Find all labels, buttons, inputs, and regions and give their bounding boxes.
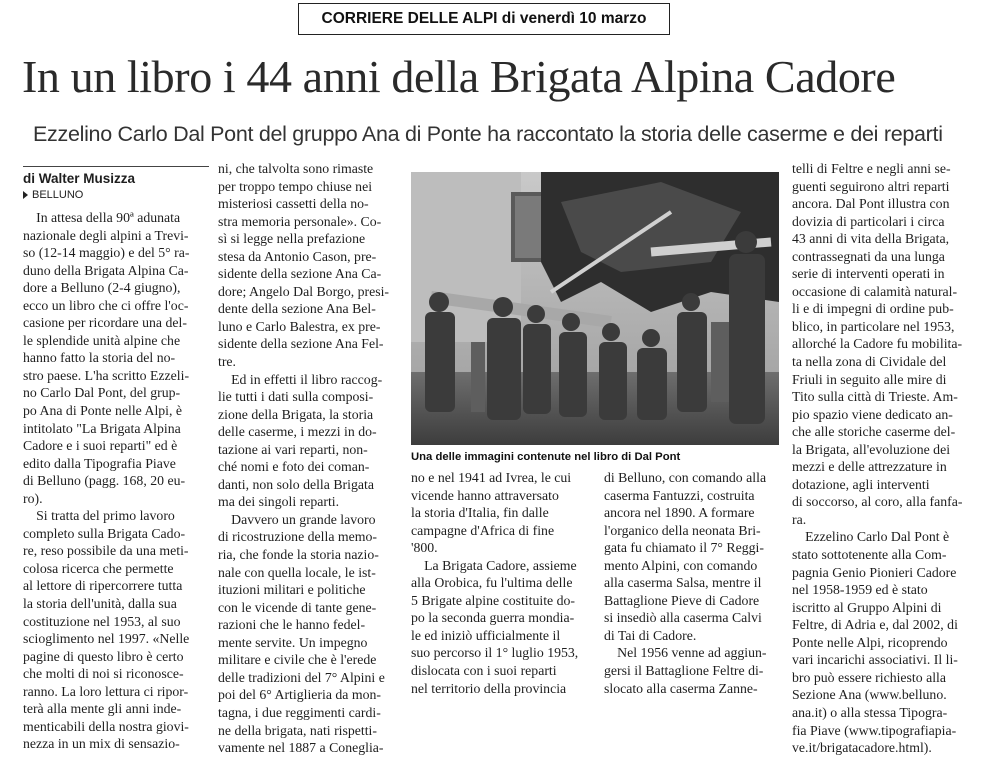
article-column-1 <box>23 160 209 753</box>
newspaper-source: CORRIERE DELLE ALPI di venerdì 10 marzo <box>321 10 647 27</box>
photo-alpine-soldiers-rubble <box>411 172 779 445</box>
paragraph: ni, che talvolta sono rimaste per troppo tempo chiuse nei misteriosi cassetti della no- stra memoria personale». Co- sì si legge nella prefazione stesa da Antonio Cason, pre- sidente della sezione Ana Ca- dore; Angelo Dal Borgo, presi- dente della sezione Ana Bel- luno e Carlo Balestra, ex pre- sidente della sezione Ana Fel- tre. <box>218 161 390 370</box>
location-tag <box>23 187 209 203</box>
paragraph: Ed in effetti il libro raccog- lie tutti i dati sulla composi- zione della Brigata, la storia delle caserme, i mezzi in do- tazione ai vari reparti, non- ché nomi e foto dei coman- danti, non solo della Brigata ma dei singoli reparti. <box>218 371 383 510</box>
location-label: BELLUNO <box>32 189 84 201</box>
newspaper-source-box <box>298 3 670 35</box>
paragraph: Si tratta del primo lavoro completo sulla Brigata Cado- re, reso possibile da una meti- colosa ricerca che permette al lettore di ripercorrere tutta la storia dell'unità, dalla sua costituzione nel 1953, al suo scioglimento nel 1997. «Nelle pagine di questo libro è certo che molti di noi si riconosce- ranno. La loro lettura ci ripor- terà alla mente gli anni inde- menticabili della nostra giovi- nezza in un mix di sensazio- <box>23 508 190 752</box>
article-headline: In un libro i 44 anni della Brigata Alpina Cadore <box>22 51 896 102</box>
article-column-4 <box>604 469 784 697</box>
triangle-bullet-icon <box>23 191 28 199</box>
paragraph: telli di Feltre e negli anni se- guenti seguirono altri reparti ancora. Dal Pont illustra con dovizia di particolari i circa 43 anni di vita della Brigata, contrassegnati da una lunga serie di interventi operati in occasione di calamità natural- li e di impegni di ordine pub- blico, in particolare nel 1953, allorché la Cadore fu mobilita- ta nella zona di Cividale del Friuli in seguito alle mire di Tito sulla città di Trieste. Am- pio spazio viene dedicato an- che alle storiche caserme del- la Brigata, all'evoluzione dei mezzi e delle attrezzature in dotazione, agli interventi di soccorso, al coro, alla fanfa- ra. <box>792 161 963 527</box>
paragraph: La Brigata Cadore, assieme alla Orobica, fu l'ultima delle 5 Brigate alpine costituite do- po la seconda guerra mondia- le ed iniziò ufficialmente il suo percorso il 1° luglio 1953, dislocata con i suoi reparti nel territorio della provincia <box>411 557 579 696</box>
paragraph: Ezzelino Carlo Dal Pont è stato sottotenente alla Com- pagnia Genio Pionieri Cadore nel 1958-1959 ed è stato iscritto al Gruppo Alpini di Feltre, di Adria e, dal 2002, di Ponte nelle Alpi, ricoprendo vari incarichi associativi. Il li- bro può essere richiesto alla Sezione Ana (www.belluno. ana.it) o alla stessa Tipogra- fia Piave (www.tipografiapia- ve.it/brigatacadore.html). <box>792 529 958 756</box>
paragraph: In attesa della 90ª adunata nazionale degli alpini a Trevi- so (12-14 maggio) e del 5° ra- duno della Brigata Alpina Ca- dore a Belluno (2-4 giugno), ecco un libro che ci offre l'oc- casione per ricordare una del- le splendide unità alpine che hanno fatto la storia del no- stro paese. L'ha scritto Ezzeli- no Carlo Dal Pont, del grup- po Ana di Ponte nelle Alpi, è intitolato "La Brigata Alpina Cadore e i suoi reparti" ed è edito dalla Tipografia Piave di Belluno (pagg. 168, 20 eu- ro). <box>23 210 190 506</box>
paragraph: Davvero un grande lavoro di ricostruzione della memo- ria, che fonde la storia nazio- nale con quella locale, le ist- ituzioni militari e politiche con le vicende di tante gene- razioni che le hanno fedel- mente servite. Un impegno militare e civile che è l'erede delle tradizioni del 7° Alpini e poi del 6° Artiglieria da mon- tagna, i due reggimenti cardi- ne della brigata, nati rispetti- vamente nel 1887 a Conegliа- <box>218 511 385 756</box>
article-column-5 <box>792 160 974 757</box>
byline: di Walter Musizza <box>23 166 209 187</box>
article-photo <box>411 172 779 445</box>
paragraph: di Belluno, con comando alla caserma Fantuzzi, costruita ancora nel 1890. A formare l'organico della neonata Bri- gata fu chiamato il 7° Reggi- mento Alpini, con comando alla caserma Salsa, mentre il Battaglione Pieve di Cadore si insediò alla caserma Calvi di Tai di Cadore. <box>604 470 767 643</box>
paragraph: Nel 1956 venne ad aggiun- gersi il Battaglione Feltre di- slocato alla caserma Zanne- <box>604 645 767 696</box>
article-column-3 <box>411 469 597 697</box>
article-column-2 <box>218 160 404 757</box>
photo-caption: Una delle immagini contenute nel libro di Dal Pont <box>411 451 681 463</box>
article-subheadline: Ezzelino Carlo Dal Pont del gruppo Ana di Ponte ha raccontato la storia delle caserme e dei reparti <box>33 122 943 146</box>
paragraph: no e nel 1941 ad Ivrea, le cui vicende hanno attraversato la storia d'Italia, fin dalle campagne d'Africa di fine '800. <box>411 470 572 556</box>
